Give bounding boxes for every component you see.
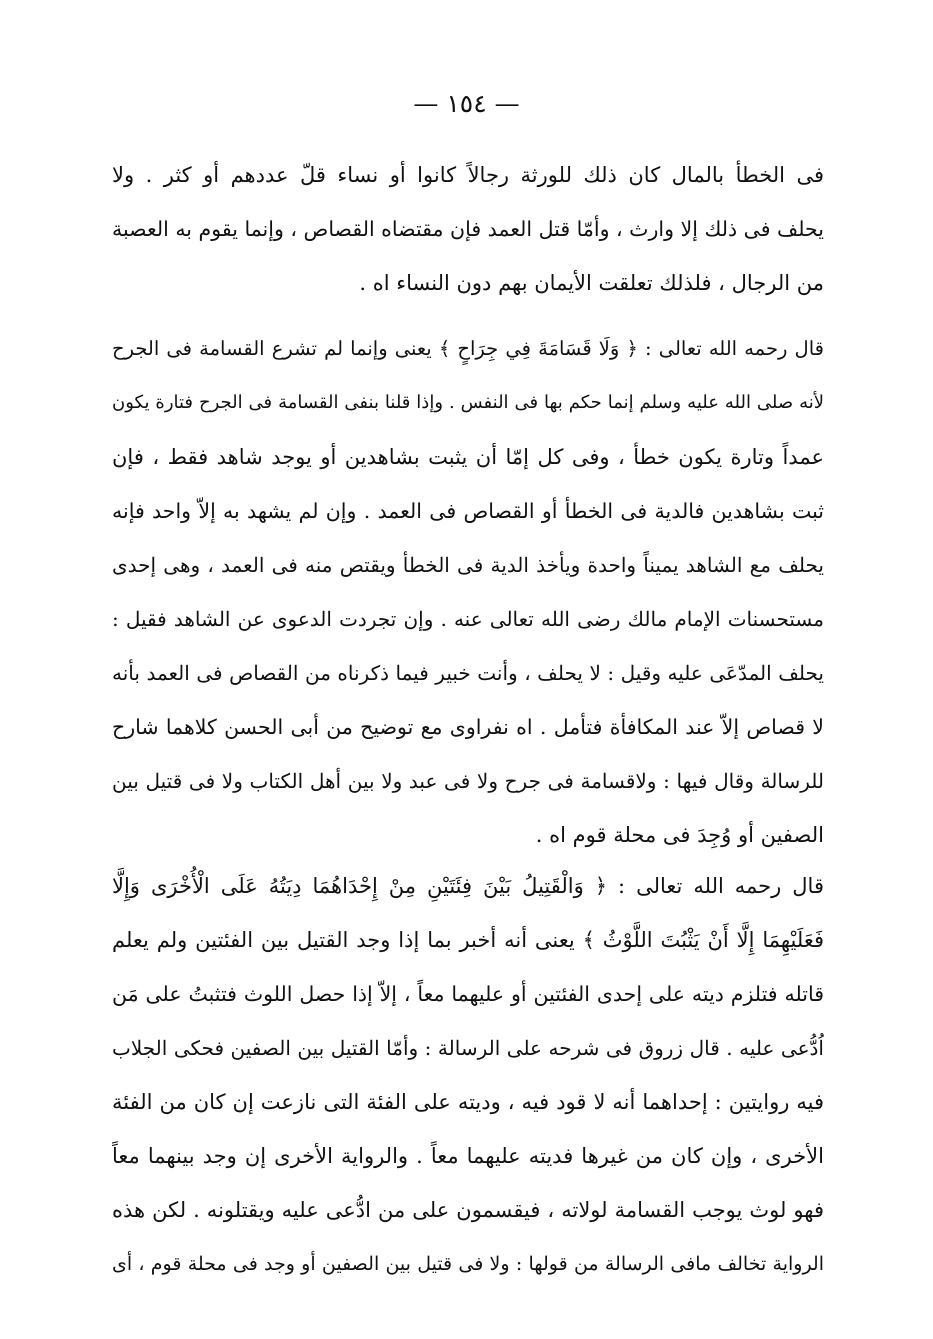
text-line: الصفين أو وُجِدَ فى محلة قوم اه .	[535, 823, 824, 847]
text-line: الأخرى ، وإن كان من غيرها فديته عليهما معاً . والرواية الأخرى إن وجد بينهما معاً	[112, 1144, 824, 1168]
paragraph-3	[112, 859, 824, 1291]
text-line: ثبت بشاهدين فالدية فى الخطأ أو القصاص فى العمد . وإن لم يشهد به إلاّ واحد فإنه	[112, 499, 824, 523]
text-line: قاتله فتلزم ديته على إحدى الفئتين أو عليهما معاً ، إلاّ إذا حصل اللوث فتثبتُ على مَن	[112, 982, 824, 1006]
page-number: — ١٥٤ —	[413, 89, 520, 118]
text-line: لأنه صلى الله عليه وسلم إنما حكم بها فى النفس . وإذا قلنا بنفى القسامة فى الجرح فتارة يكون	[112, 392, 824, 413]
text-line: للرسالة وقال فيها : ولاقسامة فى جرح ولا فى عبد ولا بين أهل الكتاب ولا فى قتيل بين	[112, 769, 824, 793]
text-line: يحلف فى ذلك إلا وارث ، وأمّا قتل العمد فإن مقتضاه القصاص ، وإنما يقوم به العصبة	[112, 217, 824, 241]
paragraph-1	[112, 148, 824, 310]
text-line: اُدُّعى عليه . قال زروق فى شرحه على الرسالة : وأمّا القتيل بين الصفين فحكى الجلاب	[112, 1036, 824, 1060]
text-line: قال رحمه الله تعالى : ﴿ وَلَا قَسَامَةَ فِي جِرَاحٍ ﴾ يعنى وإنما لم تشرع القسامة فى الجرح	[112, 337, 824, 360]
text-line: يحلف المدّعَى عليه وقيل : لا يحلف ، وأنت خبير فيما ذكرناه من القصاص فى العمد بأنه	[112, 661, 824, 685]
paragraph-2	[112, 322, 824, 862]
text-line: فى الخطأ بالمال كان ذلك للورثة رجالاً كانوا أو نساء قلّ عددهم أو كثر . ولا	[112, 163, 824, 187]
text-line: الرواية تخالف مافى الرسالة من قولها : ولا فى قتيل بين الصفين أو وجد فى محلة قوم ، أى	[112, 1253, 824, 1275]
text-line: فهو لوث يوجب القسامة لولاته ، فيقسمون على من ادُّعى عليه ويقتلونه . لكن هذه	[112, 1198, 824, 1222]
text-line: قال رحمه الله تعالى : ﴿ وَالْقَتِيلُ بَيْنَ فِئَتَيْنِ مِنْ إِحْدَاهُمَا دِيَتُهُ عَلَى الْأُخْرَى وَإِلَّا	[112, 874, 824, 898]
text-line: عمداً وتارة يكون خطأ ، وفى كل إمّا أن يثبت بشاهدين أو يوجد شاهد فقط ، فإن	[112, 445, 824, 469]
text-line: يحلف مع الشاهد يميناً واحدة ويأخذ الدية فى الخطأ ويقتص منه فى العمد ، وهى إحدى	[112, 553, 824, 577]
text-line: مستحسنات الإمام مالك رضى الله تعالى عنه . وإن تجردت الدعوى عن الشاهد فقيل :	[112, 607, 824, 631]
text-line: لا قصاص إلاّ عند المكافأة فتأمل . اه نفراوى مع توضيح من أبى الحسن كلاهما شارح	[112, 715, 824, 739]
text-line: من الرجال ، فلذلك تعلقت الأيمان بهم دون النساء اه .	[359, 271, 824, 295]
text-line: فَعَلَيْهِمَا إِلَّا أَنْ يَثْبُتَ اللَّوْثُ ﴾ يعنى أنه أخبر بما إذا وجد القتيل بين الفئتين ولم يعلم	[112, 928, 824, 952]
text-line: فيه روايتين : إحداهما أنه لا قود فيه ، وديته على الفئة التى نازعت إن كان من الفئة	[112, 1090, 824, 1114]
